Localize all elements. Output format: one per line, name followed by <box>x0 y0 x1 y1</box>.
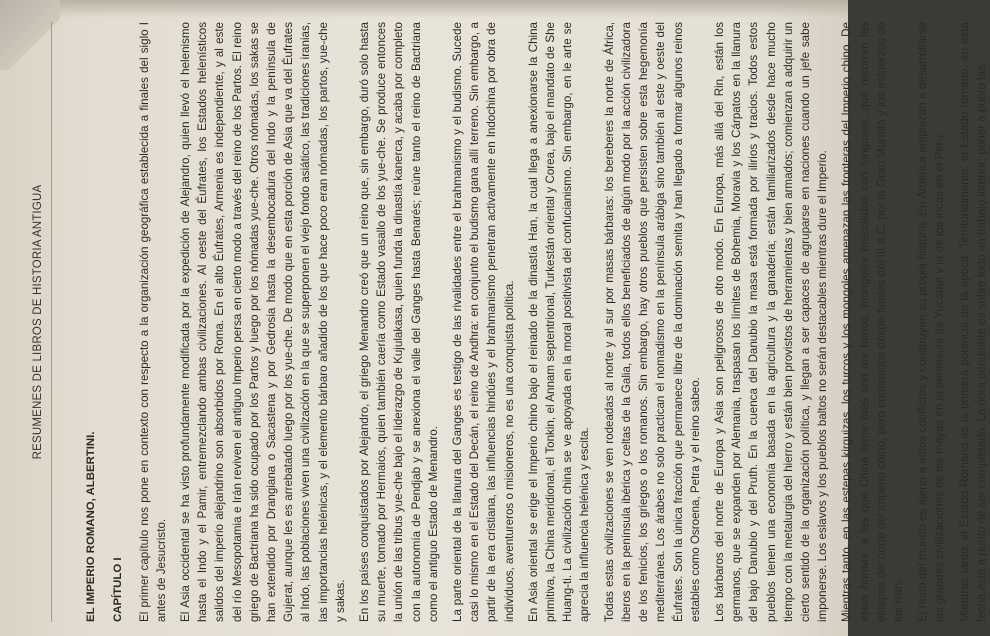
paragraph: La parte oriental de la llanura del Ganges es testigo de las rivalidades entre el brahmanismo y el budismo. Sucede casi lo mismo en el Estado del Decán, el reino de Andhra: en conjunto el budismo gana allí terreno. Sin embargo, a partir de la era cristiana, las influencias hindúes y el brahmanismo penetran activamente en Indochina por obra de individuos, aventureros o misioneros, no es una conquista política. <box>451 22 516 622</box>
document-title: EL IMPERIO ROMANO, ALBERTINI. <box>85 431 98 622</box>
header-divider <box>51 22 52 622</box>
document-page <box>30 22 988 622</box>
paragraph: Todas estas civilizaciones se ven rodeadas al norte y al sur por masas bárbaras: los bereberes la norte de África, iberos en la península ibérica y celtas de la Galia, todos ellos beneficiados de algún modo por la acción civilizadora de los fenicios, los griegos o los romanos. Sin embargo, hay otros pueblos que persisten sobre esta hegemonía mediterránea. Los árabes no solo practican el nomadismo en la península arábiga sino también al este y oeste del Éufrates. Son la única fracción que permanece libre de la dominación semita y han llegado a formar algunos reinos estables como Osroena, Petra y el reino sabeo. <box>602 22 702 622</box>
paragraph: El Asia occidental se ha visto profundamente modificada por la expedición de Alejandro, quien llevó el helenismo hasta el Indo y el Pamir, entremezclando ambas civilizaciones. Al oeste del Éufrates, los Estados helenísticos salidos del imperio alejandrino son absorbidos por Roma. En el alto Éufrates, Armenia es independiente, y al este del río Mesopotamia e Irán reviven el antiguo Imperio persa en cierto modo a través del reino de los Partos. El reino griego de Bactriana ha sido ocupado por los Partos y luego por los nómadas yue-che. Otros nómadas, los sakas se han extendido por Drangiana o Sacastena y por Gedrosia hasta la desembocadura del Indo y la península de Gujerat, aunque les es arrebatado luego por los yue-che. De modo que en esta porción de Asia que va del Éufrates al Indo, las poblaciones viven una civilización en la que se superponen el viejo fondo asiático, las tradiciones iranias, las importancias helénicas, y el elemento bárbaro añadido de los que hace poco eran nómadas, los partos, yue-che y sakas. <box>179 22 347 622</box>
paragraph: Los bárbaros del norte de Europa y Asia son peligrosos de otro modo. En Europa, más allá del Rin, están los germanos, que se expanden por Alemania, traspasan los límites de Bohemia, Moravia y los Cárpatos en la llanura del bajo Danubio y del Pruth. En la cuenca del Danubio la masa está formada por ilirios y tracios. Todos estos pueblos tienen una economía basada en la agricultura y la ganadería; están familiarizados desde hace mucho tiempo con la metalurgia del hierro y están bien provistos de herramientas y bien armados; comienzan a adquirir un cierto sentido de la organización política, y llegan a ser capaces de agruparse en naciones cuando un jefe sabe imponerse. Los eslavos y los pueblos baltos no serán destacables mientras dure el Imperio. <box>712 22 830 622</box>
page-header: RESUMENES DE LIBROS DE HISTORIA ANTIGUA <box>32 184 44 460</box>
chapter-heading: CAPÍTULO I <box>112 557 125 622</box>
paragraph: El primer capítulo nos pone en contexto con respecto a la organización geográfica establecida a finales del siglo I antes de Jesucristo. <box>137 22 168 622</box>
paragraph: El resto del mundo es ajeno a estos conflictos y construyen su propia historia. En América empiezan a desarrollarse las grandes civilizaciones de los mayas en la península de Yucatán y la de los incas en el Perú. <box>916 22 947 622</box>
paragraph: En los países conquistados por Alejandro, el griego Menandro creó que un reino que, sin embargo, duró solo hasta su muerte, tomado por Hermaios, quien también caería como Estado vasallo de los yue-che. Se produce entonces la unión de las tribus yue-che bajo el liderazgo de Kujulakasa, quien funda la dinastía kanerca, y acaba por completo con la autonomía de Pendjab y se anexiona el valle del Ganges hasta Benarés; reúne tanto el reino de Bactriana como el antiguo Estado de Menandro. <box>358 22 440 622</box>
paragraph: En Asia oriental se erige el Imperio chino bajo el reinado de la dinastía Han, la cual llega a anexionarse la China primitiva, la China meridional, el Tonkin, el Annam septentrional, Turkestán oriental y Corea, bajo el mandato de She Huang-ti. La civilización china se ve apoyada en la moral positivista del confucianismo. Sin embargo, en le arte se aprecia la influencia helénica y escita. <box>526 22 592 622</box>
paragraph: Mientras tanto, el Estado Romano es la primera potencia de la época. Territorialmente, el Estado romano, en esta fecha está a punto de ser completado. La obra pendiente es sobre todo un trabajo interior: poner a punto las <box>957 22 988 622</box>
paragraph: Mientras tanto, en las estepas kirguizas, los turcos y los mongoles amenazan las fronteras del Imperio chino. De estas hordas, a las que China teme más son los hunos, mongoles mezclados con tunguses, que recorren las estepas del norte del imperio chino, pero contenidos desde finales del III a.C. por la Gran Muralla y los esfuerzos de los Han. <box>840 22 905 622</box>
